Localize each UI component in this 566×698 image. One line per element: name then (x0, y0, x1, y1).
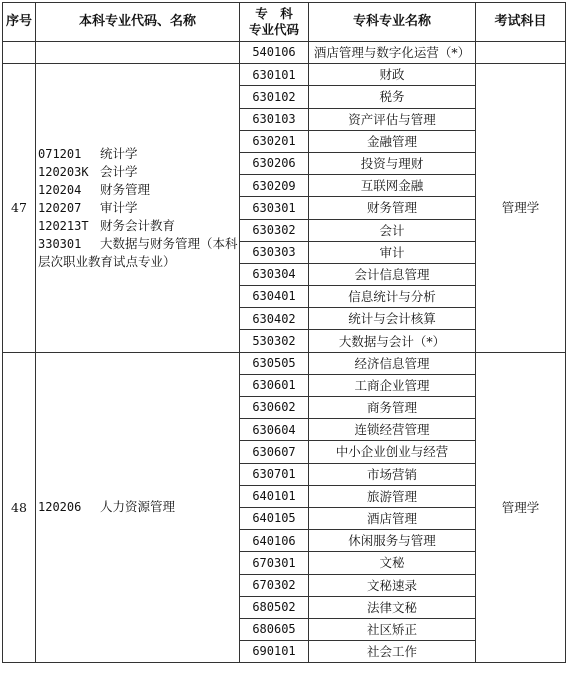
spec-name: 文秘 (309, 552, 476, 574)
spec-code: 630602 (240, 397, 309, 419)
spec-code: 630103 (240, 108, 309, 130)
undergrad-majors (36, 64, 240, 352)
spec-code: 630604 (240, 419, 309, 441)
spec-code: 630601 (240, 374, 309, 396)
undergrad-major (38, 145, 239, 163)
undergrad-major (38, 498, 239, 516)
spec-name: 投资与理财 (309, 152, 476, 174)
undergrad-name: 统计学 (100, 146, 138, 162)
spec-code: 630206 (240, 152, 309, 174)
exam-subject: 管理学 (476, 64, 566, 352)
header-spec-code-line2: 专业代码 (248, 22, 299, 37)
spec-name: 文秘速录 (309, 574, 476, 596)
spec-code: 680605 (240, 618, 309, 640)
spec-code: 630201 (240, 130, 309, 152)
undergrad-code: 120204 (38, 183, 82, 198)
undergrad-major (38, 181, 239, 199)
spec-name: 审计 (309, 241, 476, 263)
undergrad-code: 071201 (38, 147, 82, 162)
spec-name: 连锁经营管理 (309, 419, 476, 441)
spec-name: 工商企业管理 (309, 374, 476, 396)
spec-name: 互联网金融 (309, 175, 476, 197)
spec-name: 社会工作 (309, 641, 476, 663)
undergrad-name: 财务会计教育 (100, 218, 176, 234)
cell-no (3, 42, 36, 64)
spec-code: 640105 (240, 507, 309, 529)
undergrad-code: 120213T (38, 219, 89, 234)
spec-code: 630701 (240, 463, 309, 485)
spec-name: 统计与会计核算 (309, 308, 476, 330)
spec-code: 640106 (240, 530, 309, 552)
spec-code: 630607 (240, 441, 309, 463)
spec-code: 630505 (240, 352, 309, 374)
undergrad-name: 会计学 (100, 164, 138, 180)
spec-name: 信息统计与分析 (309, 286, 476, 308)
undergrad-code: 120207 (38, 201, 82, 216)
spec-name: 会计 (309, 219, 476, 241)
spec-code: 630402 (240, 308, 309, 330)
spec-name: 商务管理 (309, 397, 476, 419)
spec-code: 690101 (240, 641, 309, 663)
table-row (3, 352, 566, 374)
spec-name: 休闲服务与管理 (309, 530, 476, 552)
spec-name: 经济信息管理 (309, 352, 476, 374)
spec-code: 670302 (240, 574, 309, 596)
undergrad-name: 人力资源管理 (100, 499, 176, 515)
spec-name: 市场营销 (309, 463, 476, 485)
undergrad-code: 330301 (38, 237, 82, 252)
undergrad-major (38, 199, 239, 217)
cell-subject (476, 42, 566, 64)
undergrad-major (38, 217, 239, 235)
undergrad-major (38, 235, 239, 270)
spec-code: 680502 (240, 596, 309, 618)
header-row (3, 3, 566, 42)
table-row (3, 42, 566, 64)
header-no: 序号 (3, 3, 36, 42)
header-undergrad: 本科专业代码、名称 (36, 3, 240, 42)
spec-name: 财务管理 (309, 197, 476, 219)
spec-name: 旅游管理 (309, 485, 476, 507)
header-subject: 考试科目 (476, 3, 566, 42)
spec-name: 大数据与会计（*） (309, 330, 476, 352)
spec-code: 630302 (240, 219, 309, 241)
spec-code: 630401 (240, 286, 309, 308)
header-spec-code (240, 3, 309, 42)
table-row (3, 64, 566, 86)
spec-code: 530302 (240, 330, 309, 352)
header-spec-code-line1: 专 科 (255, 6, 293, 21)
undergrad-name: 审计学 (100, 200, 138, 216)
spec-name: 会计信息管理 (309, 263, 476, 285)
header-spec-name: 专科专业名称 (309, 3, 476, 42)
spec-name: 税务 (309, 86, 476, 108)
spec-code: 630303 (240, 241, 309, 263)
spec-code: 670301 (240, 552, 309, 574)
spec-code: 630304 (240, 263, 309, 285)
undergrad-name: 大数据与财务管理（本科层次职业教育试点专业） (38, 236, 238, 270)
cell-spec-code: 540106 (240, 42, 309, 64)
spec-code: 630301 (240, 197, 309, 219)
spec-code: 630101 (240, 64, 309, 86)
spec-code: 630102 (240, 86, 309, 108)
undergrad-name: 财务管理 (100, 182, 151, 198)
cell-undergrad (36, 42, 240, 64)
cell-spec-name: 酒店管理与数字化运营（*） (309, 42, 476, 64)
spec-code: 640101 (240, 485, 309, 507)
spec-name: 中小企业创业与经营 (309, 441, 476, 463)
spec-code: 630209 (240, 175, 309, 197)
spec-name: 社区矫正 (309, 618, 476, 640)
spec-name: 酒店管理 (309, 507, 476, 529)
exam-subject: 管理学 (476, 352, 566, 663)
spec-name: 财政 (309, 64, 476, 86)
spec-name: 法律文秘 (309, 596, 476, 618)
spec-name: 资产评估与管理 (309, 108, 476, 130)
major-table (2, 2, 566, 663)
group-number: 47 (3, 64, 36, 352)
spec-name: 金融管理 (309, 130, 476, 152)
undergrad-major (38, 163, 239, 181)
undergrad-code: 120203K (38, 165, 89, 180)
group-number: 48 (3, 352, 36, 663)
undergrad-majors (36, 352, 240, 663)
undergrad-code: 120206 (38, 500, 82, 515)
